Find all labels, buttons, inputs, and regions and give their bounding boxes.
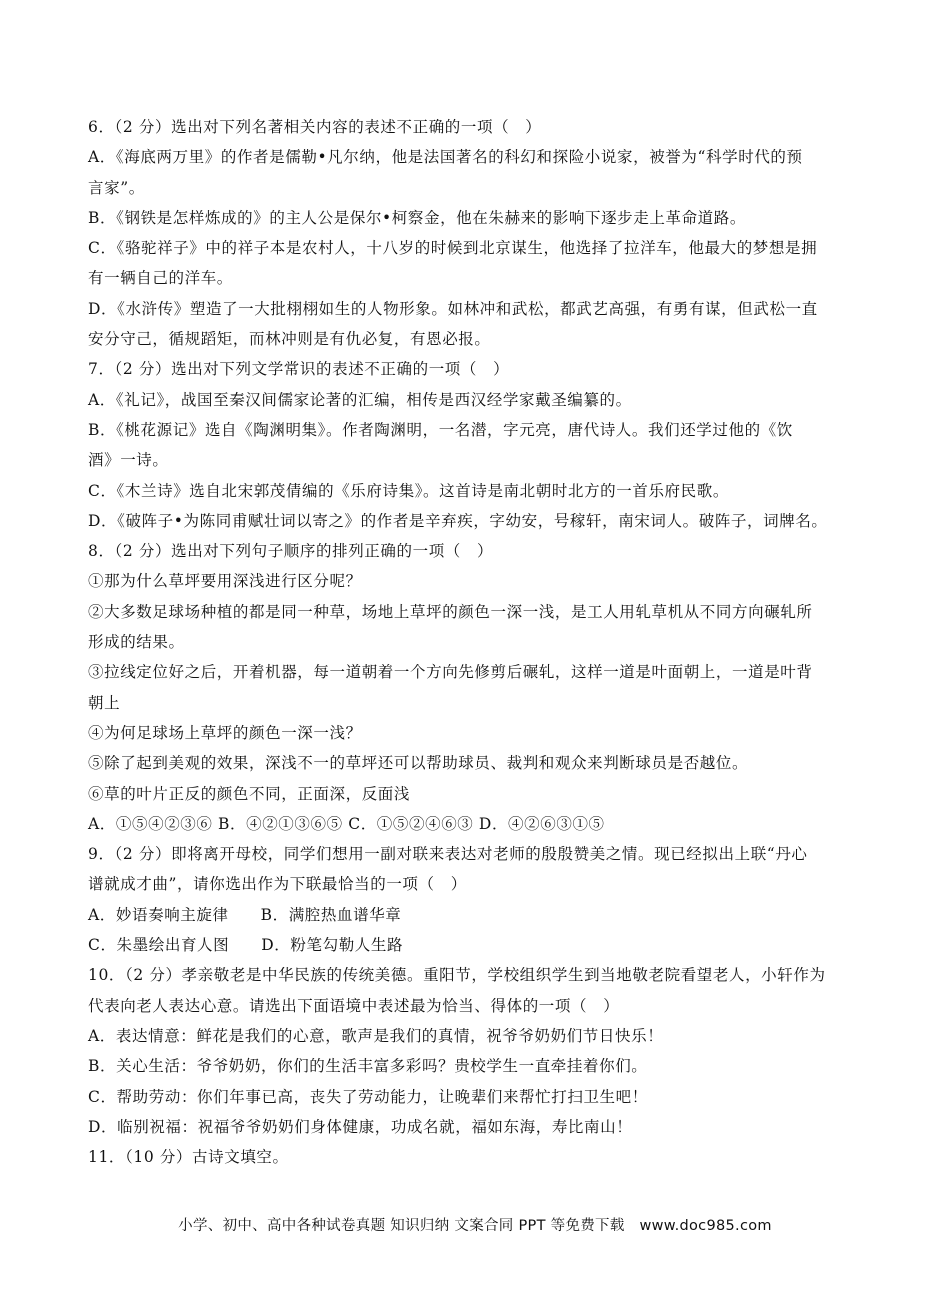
q8-sentence-6: ⑥草的叶片正反的颜色不同，正面深，反面浅 [88, 784, 411, 803]
q9-option-c: C．朱墨绘出育人图 [88, 936, 230, 955]
q8-sentence-2-line2: 形成的结果。 [88, 633, 185, 652]
q8-sentence-3-line2: 朝上 [88, 693, 121, 712]
q10-option-a: A．表达情意：鲜花是我们的心意，歌声是我们的真情，祝爷爷奶奶们节日快乐！ [88, 1026, 664, 1045]
q11-stem: 11．（10 分）古诗文填空。 [88, 1148, 289, 1167]
q8-sentence-1: ①那为什么草坪要用深浅进行区分呢？ [88, 572, 362, 591]
q8-sentence-5: ⑤除了起到美观的效果，深浅不一的草坪还可以帮助球员、裁判和观众来判断球员是否越位。 [88, 754, 749, 773]
q6-option-d-line2: 安分守己，循规蹈矩，而林冲则是有仇必复，有恩必报。 [88, 330, 491, 349]
q7-stem: 7．（2 分）选出对下列文学常识的表述不正确的一项（ ） [88, 360, 510, 379]
page-footer: 小学、初中、高中各种试卷真题 知识归纳 文案合同 PPT 等免费下载 www.doc985.com [178, 1218, 772, 1234]
q6-option-c-line2: 有一辆自己的洋车。 [88, 269, 233, 288]
q10-option-d: D．临别祝福：祝福爷爷奶奶们身体健康，功成名就，福如东海，寿比南山！ [88, 1117, 633, 1136]
q6-option-c-line1: C．《骆驼祥子》中的祥子本是农村人，十八岁的时候到北京谋生，他选择了拉洋车，他最大的梦想是拥 [88, 239, 818, 258]
q10-option-c: C．帮助劳动：你们年事已高，丧失了劳动能力，让晚辈们来帮忙打扫卫生吧！ [88, 1087, 648, 1106]
q9-stem-line1: 9．（2 分）即将离开母校，同学们想用一副对联来表达对老师的殷殷赞美之情。现已经拟出上联“丹心 [88, 845, 808, 864]
q10-stem-line2: 代表向老人表达心意。请选出下面语境中表述最为恰当、得体的一项（ ） [88, 996, 620, 1015]
q9-option-b: B．满腔热血谱华章 [260, 905, 402, 924]
q7-option-c: C．《木兰诗》选自北宋郭茂倩编的《乐府诗集》。这首诗是南北朝时北方的一首乐府民歌。 [88, 481, 729, 500]
q9-options-row1 [88, 900, 868, 930]
q6-option-a-line2: 言家”。 [88, 178, 145, 197]
q6-option-d-line1: D．《水浒传》塑造了一大批栩栩如生的人物形象。如林冲和武松，都武艺高强，有勇有谋，但武松一直 [88, 299, 818, 318]
q10-stem-line1: 10．（2 分）孝亲敬老是中华民族的传统美德。重阳节，学校组织学生到当地敬老院看望老人，小轩作为 [88, 966, 826, 985]
q8-sentence-2-line1: ②大多数足球场种植的都是同一种草，场地上草坪的颜色一深一浅，是工人用轧草机从不同方向碾轧所 [88, 602, 813, 621]
q6-option-b: B．《钢铁是怎样炼成的》的主人公是保尔•柯察金，他在朱赫来的影响下逐步走上革命道路。 [88, 208, 746, 227]
q7-option-b-line1: B．《桃花源记》选自《陶渊明集》。作者陶渊明，一名潜，字元亮，唐代诗人。我们还学过他的《饮 [88, 420, 793, 439]
q8-stem: 8．（2 分）选出对下列句子顺序的排列正确的一项（ ） [88, 542, 494, 561]
q9-option-a: A．妙语奏响主旋律 [88, 905, 229, 924]
q8-sentence-3-line1: ③拉线定位好之后，开着机器，每一道朝着一个方向先修剪后碾轧，这样一道是叶面朝上，一道是叶背 [88, 663, 813, 682]
q7-option-b-line2: 酒》一诗。 [88, 451, 169, 470]
q10-option-b: B．关心生活：爷爷奶奶，你们的生活丰富多彩吗？贵校学生一直牵挂着你们。 [88, 1057, 648, 1076]
q8-options: A．①⑤④②③⑥ B．④②①③⑥⑤ C．①⑤②④⑥③ D．④②⑥③①⑤ [88, 814, 605, 833]
q7-option-a: A．《礼记》，战国至秦汉间儒家论著的汇编，相传是西汉经学家戴圣编纂的。 [88, 390, 632, 409]
q9-stem-line2: 谱就成才曲”，请你选出作为下联最恰当的一项（ ） [88, 875, 467, 894]
q6-option-a-line1: A．《海底两万里》的作者是儒勒•凡尔纳，他是法国著名的科幻和探险小说家，被誉为“科学时代的预 [88, 148, 803, 167]
question-list [88, 112, 868, 1172]
q7-option-d: D．《破阵子•为陈同甫赋壮词以寄之》的作者是辛弃疾，字幼安，号稼轩，南宋词人。破阵子，词牌名。 [88, 511, 828, 530]
q9-option-d: D．粉笔勾勒人生路 [261, 936, 404, 955]
q6-stem: 6．（2 分）选出对下列名著相关内容的表述不正确的一项（ ） [88, 118, 542, 136]
q9-options-row2 [88, 930, 868, 960]
q8-sentence-4: ④为何足球场上草坪的颜色一深一浅？ [88, 723, 362, 742]
